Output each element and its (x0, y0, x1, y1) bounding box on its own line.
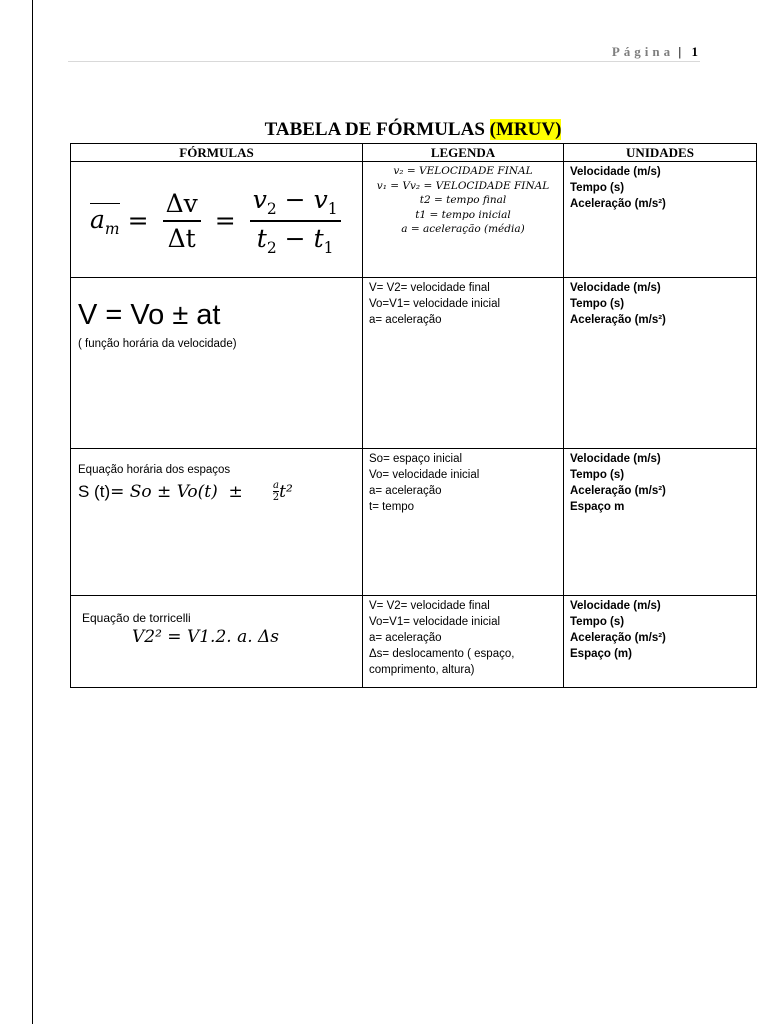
legend-cell: v₂ = VELOCIDADE FINAL v₁ = Vv₂ = VELOCIDADE FINAL t2 = tempo final t1 = tempo inicial a = aceleração (média) (363, 162, 564, 278)
formula-cell (71, 162, 363, 278)
page-margin-line (32, 0, 33, 1024)
table-row (71, 278, 757, 449)
formula-table (70, 143, 757, 688)
formula-label: Equação de torricelli (82, 611, 191, 625)
title-highlight: (MRUV) (489, 119, 562, 140)
table-row (71, 596, 757, 688)
units-cell: Velocidade (m/s) Tempo (s) Aceleração (m/s²) (564, 162, 757, 278)
formula-cell (71, 596, 363, 688)
velocity-function-formula: V = Vo ± at (78, 299, 221, 331)
mean-acceleration-formula: $a_m$ = $\frac{\Delta v}{\Delta t}$ = $\frac{v_2 - v_1}{t_2 - t_1}$ (72, 163, 361, 275)
table-row (71, 449, 757, 596)
legend-cell: V= V2= velocidade final Vo=V1= velocidade inicial a= aceleração (363, 278, 564, 449)
units-cell: Velocidade (m/s) Tempo (s) Aceleração (m/s²) Espaço m (564, 449, 757, 596)
title-text: TABELA DE FÓRMULAS (264, 119, 490, 140)
formula-label: Equação horária dos espaços (78, 464, 231, 476)
formula-cell (71, 278, 363, 449)
legend-cell: So= espaço inicial Vo= velocidade inicial a= aceleração t= tempo (363, 449, 564, 596)
page-word: Página (611, 44, 675, 59)
header-divider (68, 61, 700, 62)
units-cell: Velocidade (m/s) Tempo (s) Aceleração (m/s²) (564, 278, 757, 449)
page-number: 1 (691, 44, 698, 59)
formula-cell (71, 449, 363, 596)
legend-cell: V= V2= velocidade final Vo=V1= velocidade inicial a= aceleração Δs= deslocamento ( espaço, comprimento, altura) (363, 596, 564, 688)
formula-note: ( função horária da velocidade) (78, 338, 237, 350)
units-cell: Velocidade (m/s) Tempo (s) Aceleração (m/s²) Espaço (m) (564, 596, 757, 688)
table-row (71, 162, 757, 278)
column-header-legend: LEGENDA (363, 144, 564, 162)
document-title (70, 119, 756, 141)
position-function-formula: S (t) = So ± Vo(t) ± $\frac{a}{2}$ t² (78, 480, 293, 503)
page-header (612, 44, 698, 60)
torricelli-formula: V2² = V1.2. a. Δs (132, 627, 280, 647)
column-header-units: UNIDADES (564, 144, 757, 162)
page-separator: | (678, 44, 682, 59)
column-header-formulas: FÓRMULAS (71, 144, 363, 162)
table-header-row (71, 144, 757, 162)
